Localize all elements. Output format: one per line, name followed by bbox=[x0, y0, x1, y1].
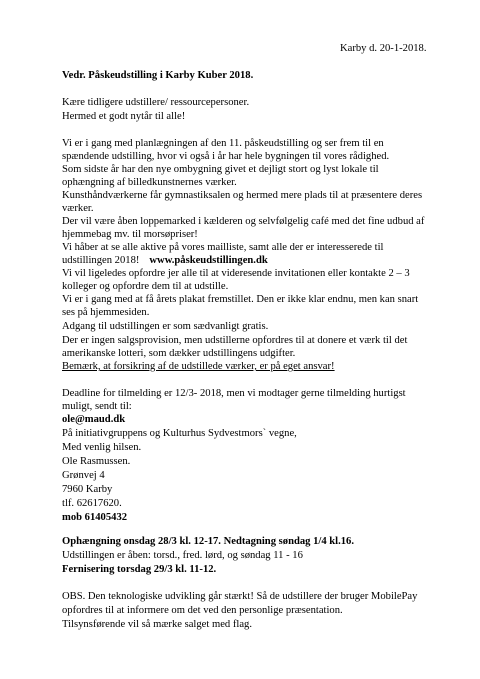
body-line: spændende udstilling, hvor vi også i år har hele bygningen til vores rådighed. bbox=[62, 151, 390, 162]
address-line: Grønvej 4 bbox=[62, 470, 105, 481]
open-hours: Udstillingen er åben: torsd., fred. lørd, og søndag 11 - 16 bbox=[62, 550, 303, 561]
body-line: Adgang til udstillingen er som sædvanligt gratis. bbox=[62, 321, 269, 332]
greeting-line: Kære tidligere udstillere/ ressourcepersoner. bbox=[62, 97, 250, 108]
website-link[interactable]: www.påskeudstillingen.dk bbox=[149, 255, 268, 266]
body-line: Vi er i gang med at få årets plakat fremstillet. Den er ikke klar endnu, men kan snart bbox=[62, 294, 419, 305]
body-line: Vi håber at se alle aktive på vores mailliste, samt alle der er interesserede til bbox=[62, 242, 384, 253]
body-line: Kunsthåndværkerne får gymnastiksalen og hermed mere plads til at præsentere deres bbox=[62, 190, 423, 201]
body-line: ses på hjemmesiden. bbox=[62, 307, 150, 318]
hanging-schedule: Ophængning onsdag 28/3 kl. 12-17. Nedtagning søndag 1/4 kl.16. bbox=[62, 536, 355, 547]
obs-line: OBS. Den teknologiske udvikling går stærkt! Så de udstillere der bruger MobilePay bbox=[62, 591, 418, 602]
body-line: Som sidste år har den nye ombygning givet et dejligt stort og lyst lokale til bbox=[62, 164, 379, 175]
body-line: Der vil være åben loppemarked i kælderen og selvfølgelig café med det fine udbud af bbox=[62, 216, 425, 227]
body-line: værker. bbox=[62, 203, 94, 214]
body-line: ophængning af billedkunstnernes værker. bbox=[62, 177, 237, 188]
body-text: udstillingen 2018! bbox=[62, 255, 140, 266]
deadline-line: Deadline for tilmelding er 12/3- 2018, men vi modtager gerne tilmelding hurtigst bbox=[62, 388, 406, 399]
body-line: Der er ingen salgsprovision, men udstillerne opfordres til at donere et værk til det bbox=[62, 335, 408, 346]
body-line: kolleger og opfordre dem til at udstille. bbox=[62, 281, 229, 292]
address-line: 7960 Karby bbox=[62, 484, 113, 495]
deadline-line: muligt, sendt til: bbox=[62, 401, 132, 412]
body-line-with-link bbox=[62, 254, 268, 267]
mobile-line: mob 61405432 bbox=[62, 512, 128, 523]
signoff-line: På initiativgruppens og Kulturhus Sydvestmors` vegne, bbox=[62, 428, 297, 439]
insurance-note: Bemærk, at forsikring af de udstillede værker, er på eget ansvar! bbox=[62, 361, 335, 372]
letter-date: Karby d. 20-1-2018. bbox=[340, 43, 427, 54]
opening-event: Fernisering torsdag 29/3 kl. 11-12. bbox=[62, 564, 217, 575]
body-line: Vi vil ligeledes opfordre jer alle til at videresende invitationen eller kontakte 2 – 3 bbox=[62, 268, 410, 279]
phone-line: tlf. 62617620. bbox=[62, 498, 122, 509]
body-line: hjemmebag mv. til morsøpriser! bbox=[62, 229, 198, 240]
signoff-line: Med venlig hilsen. bbox=[62, 442, 142, 453]
greeting-line: Hermed et godt nytår til alle! bbox=[62, 111, 186, 122]
signoff-line: Ole Rasmussen. bbox=[62, 456, 131, 467]
body-line: Vi er i gang med planlægningen af den 11. påskeudstilling og ser frem til en bbox=[62, 138, 384, 149]
body-line: amerikanske lotteri, som dækker udstillingens udgifter. bbox=[62, 348, 296, 359]
obs-line: Tilsynsførende vil så mærke salget med flag. bbox=[62, 619, 252, 630]
obs-line: opfordres til at informere om det ved den personlige præsentation. bbox=[62, 605, 343, 616]
subject-line: Vedr. Påskeudstilling i Karby Kuber 2018. bbox=[62, 70, 254, 81]
email-link[interactable]: ole@maud.dk bbox=[62, 414, 126, 425]
